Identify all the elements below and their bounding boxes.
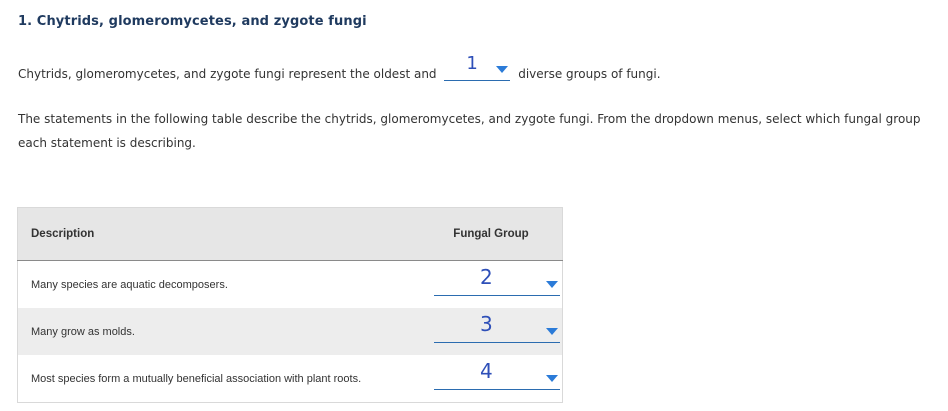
instructions-text: The statements in the following table describe the chytrids, glomeromycetes, and zygote fungi. From the dropdown menus, select which fungal group each statement is describing. <box>18 112 921 150</box>
fungal-group-table <box>17 207 563 403</box>
chevron-down-icon[interactable] <box>496 66 508 73</box>
row-group-cell <box>420 355 563 403</box>
table-header-row <box>18 208 563 261</box>
row-group-cell <box>420 308 563 355</box>
fungal-group-header: Fungal Group <box>420 208 563 261</box>
row-description: Most species form a mutually beneficial association with plant roots. <box>31 372 362 385</box>
handwritten-answer: 1 <box>466 53 478 74</box>
row-group-cell <box>420 261 563 309</box>
row-description: Many grow as molds. <box>18 308 421 355</box>
handwritten-answer: 4 <box>480 359 493 383</box>
fungal-group-dropdown[interactable] <box>434 312 560 343</box>
question-sentence <box>18 53 661 81</box>
sentence-text-before: Chytrids, glomeromycetes, and zygote fungi represent the oldest and <box>18 67 437 81</box>
chevron-down-icon[interactable] <box>546 281 558 288</box>
table-row <box>18 261 563 309</box>
chevron-down-icon[interactable] <box>546 328 558 335</box>
table-row <box>18 355 563 403</box>
handwritten-answer: 3 <box>480 312 493 336</box>
description-header: Description <box>18 208 421 261</box>
table-row <box>18 308 563 355</box>
chevron-down-icon[interactable] <box>546 375 558 382</box>
question-title: 1. Chytrids, glomeromycetes, and zygote fungi <box>18 14 367 29</box>
sentence-text-after: diverse groups of fungi. <box>518 67 661 81</box>
oldest-and-dropdown[interactable] <box>444 53 510 81</box>
fungal-group-dropdown[interactable] <box>434 359 560 390</box>
handwritten-answer: 2 <box>480 265 493 289</box>
row-description: Many species are aquatic decomposers. <box>31 278 228 291</box>
fungal-group-dropdown[interactable] <box>434 265 560 296</box>
